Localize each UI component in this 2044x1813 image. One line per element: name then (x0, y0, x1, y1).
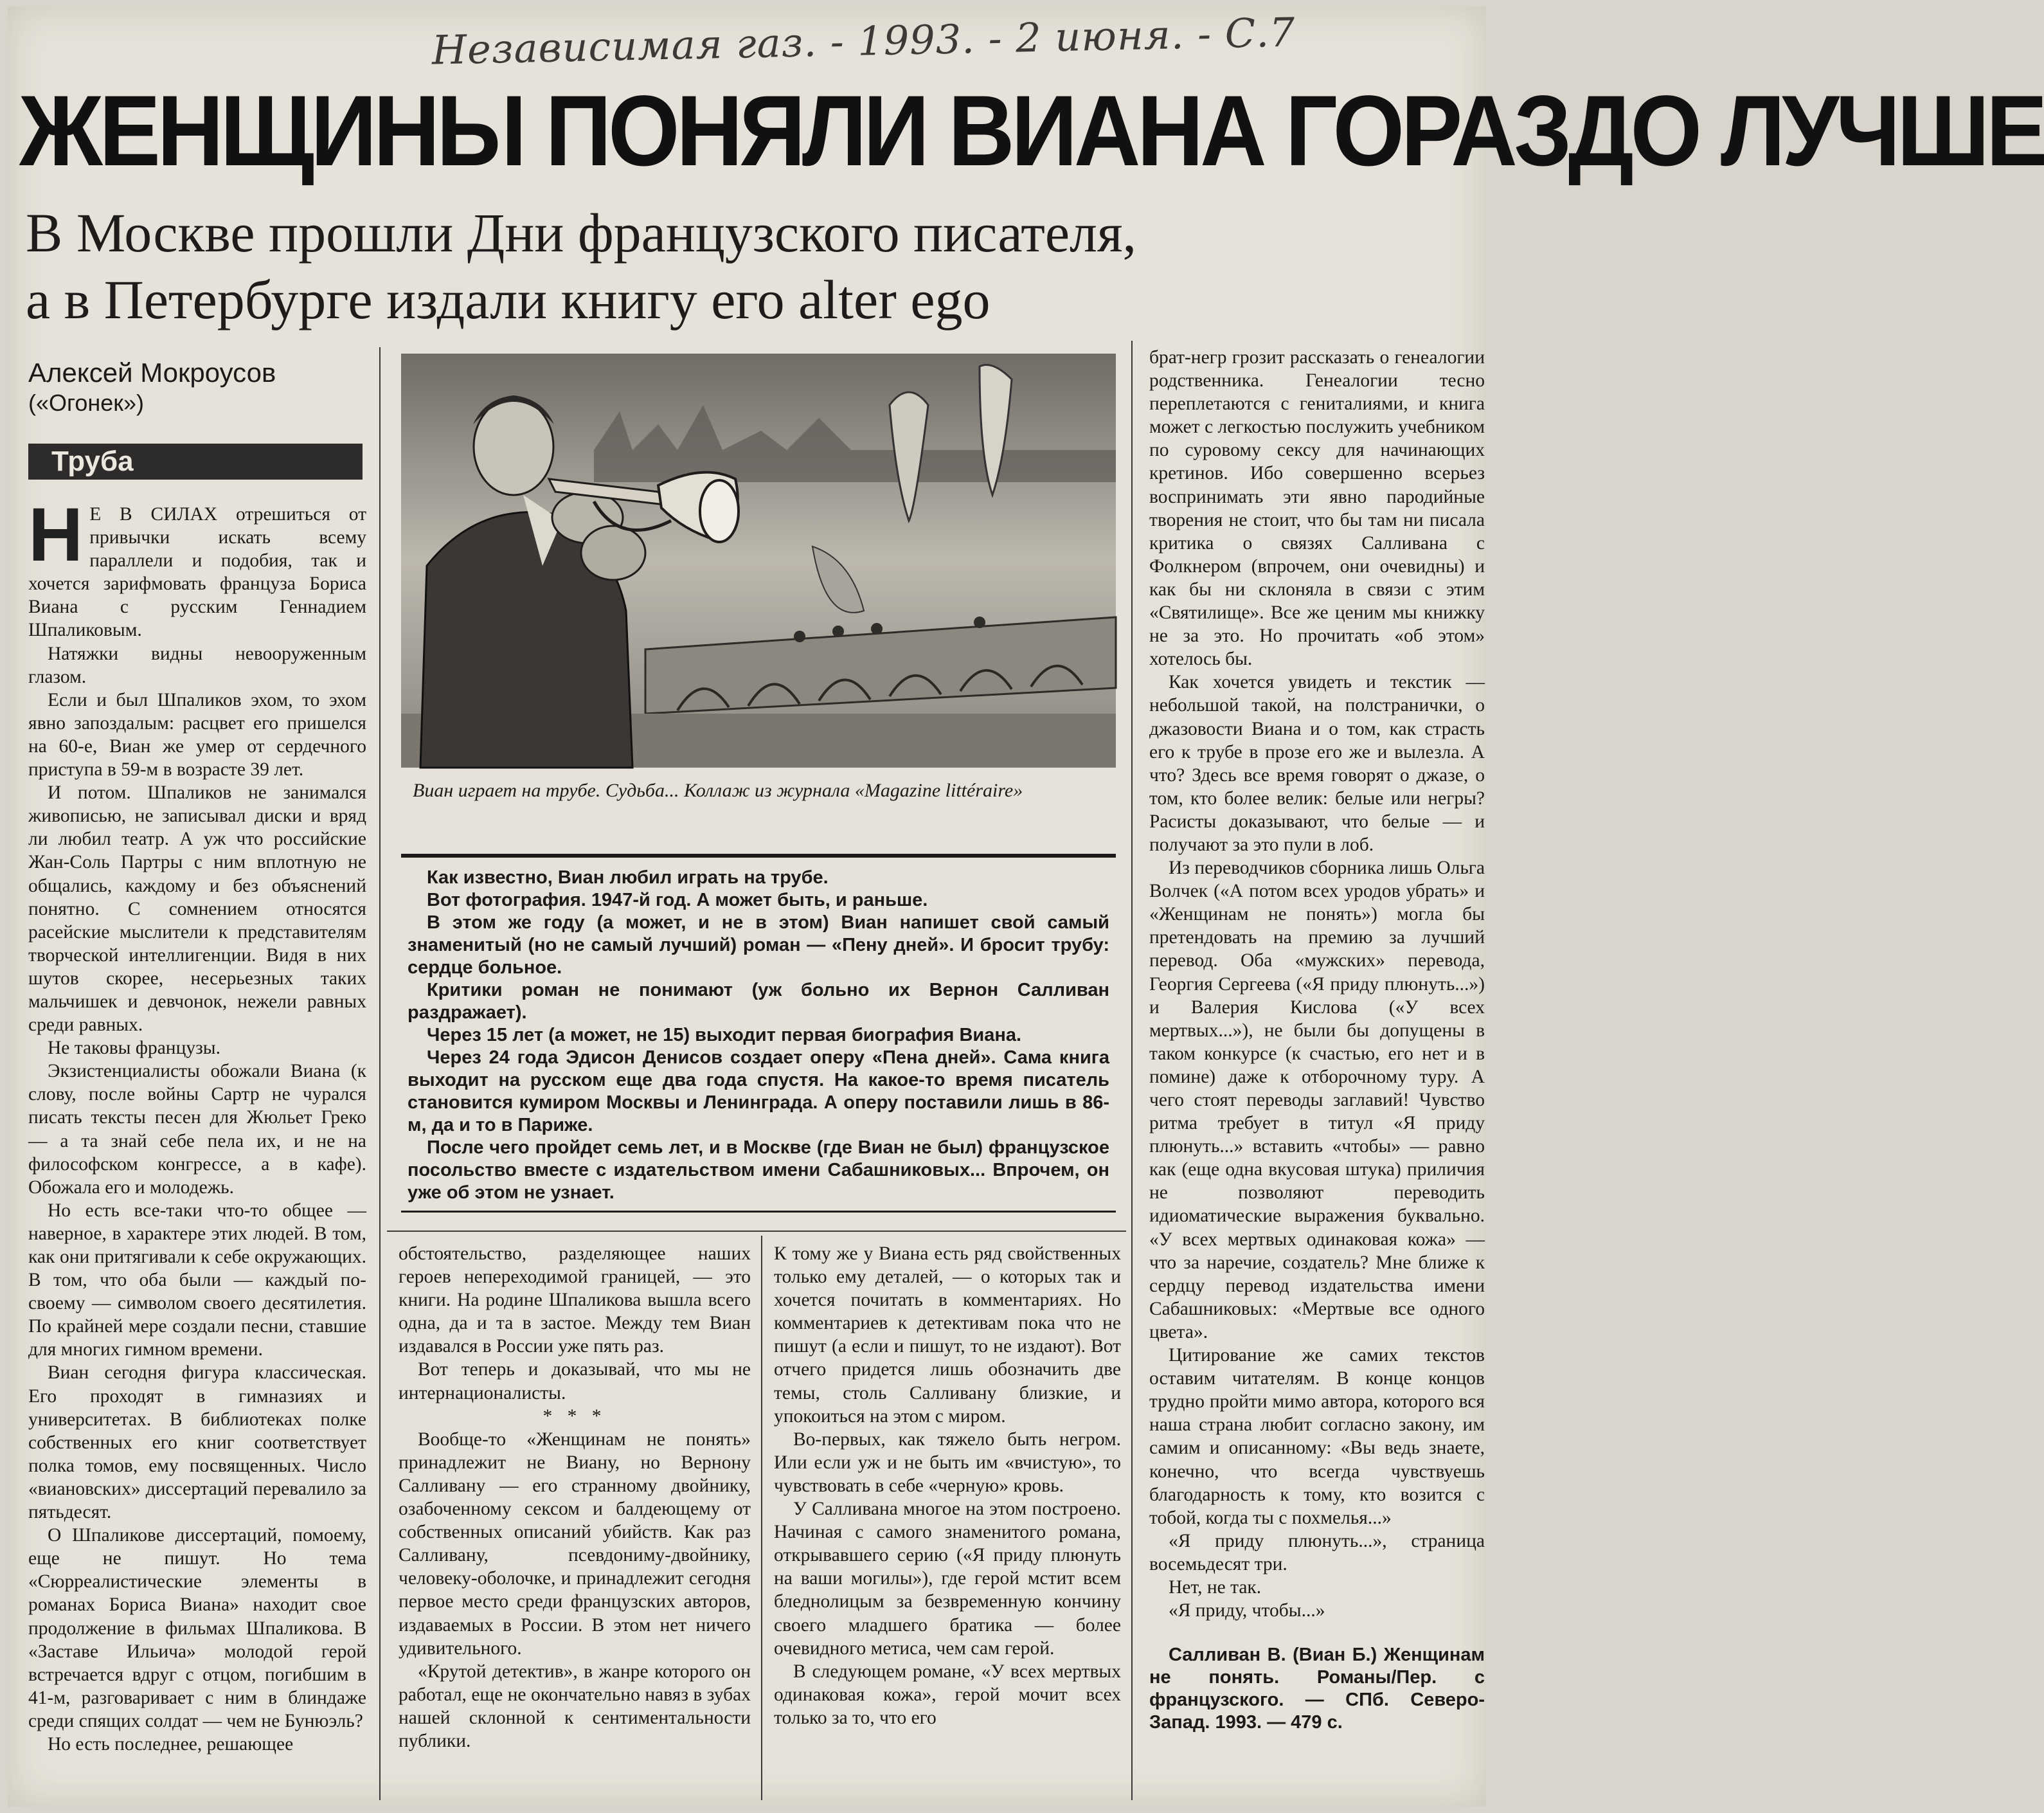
paragraph: Не таковы французы. (48, 1038, 220, 1059)
paragraph: брат-негр грозит рассказать о генеалогии родственника. Генеалогии тесно переплетаются с гениталиями, и книга может с легкостью послужить учебником по суровому сексу для начинающих кретинов. Ибо совершенно всерьез воспринимать эти явно пародийные творения не стоит, что бы там ни писала критика о связях Салливана с Фолкнером (впрочем, они очевидны) и как бы ни склоняла в связи с этим «Святилище». Все же ценим мы книжку не за это. Но прочитать «об этом» хотелось бы. (1149, 347, 1485, 670)
section-separator: * * * (542, 1405, 607, 1427)
photo-caption: Виан играет на трубе. Судьба... Коллаж из журнала «Magazine littéraire» (413, 780, 1023, 801)
article-column-3 (399, 1242, 751, 1753)
box-paragraph: После чего пройдет семь лет, и в Москве (где Виан не был) французское посольство вместе с издательством имени Сабашниковых... Впрочем, он уже об этом не узнает. (408, 1137, 1109, 1203)
box-paragraph: Через 24 года Эдисон Денисов создает оперу «Пена дней». Сама книга выходит на русском еще два года спустя. На какое-то время писатель становится кумиром Москвы и Ленинграда. А оперу поставили лишь в 86-м, да и то в Париже. (408, 1047, 1109, 1135)
paragraph: Виан сегодня фигура классическая. Его проходят в гимназиях и университетах. В библиотеках полке собственных его книг соответствует полка томов, ему посвященных. Число «виановских» диссертаций перевалило за пятьдесят. (28, 1362, 366, 1523)
paragraph: «Крутой детектив», в жанре которого он работал, еще не окончательно навяз в зубах нашей склонной к сентиментальности публики. (399, 1661, 751, 1751)
paragraph: В следующем романе, «У всех мертвых одинаковая кожа», герой мочит всех только за то, что его (774, 1661, 1121, 1728)
article-column-5 (1149, 346, 1485, 1734)
column-rule (761, 1236, 762, 1800)
paragraph: «Я приду плюнуть...», страница восемьдесят три. (1149, 1530, 1485, 1574)
paragraph: Е В СИЛАХ отрешиться от привычки искать всему параллели и подобия, так и хочется зарифмовать француза Бориса Виана с русским Геннадием Шпаликовым. (28, 504, 366, 641)
article-column-1 (28, 492, 366, 1756)
author-name: Алексей Мокроусов (28, 357, 276, 388)
column-rule (379, 347, 381, 1800)
paragraph: Как хочется увидеть и текстик — небольшой такой, на полстранички, о джазовости Виана и о том, как страсть его к трубе в прозе его же и вылезла. А что? Здесь все время говорят о джазе, о том, кто более велик: белые или негры? Расисты доказывают, что белые — и получают за это пули в лоб. (1149, 672, 1485, 855)
article-column-4 (774, 1242, 1121, 1729)
column-rule (1131, 341, 1133, 1800)
paragraph: Экзистенциалисты обожали Виана (к слову, после войны Сартр не чурался писать тексты песен для Жюльет Греко — а та знай себе пела их, и не на философском конгрессе, а в кафе). Обожала его и молодежь. (28, 1061, 366, 1198)
trumpet-player-collage-image (401, 354, 1116, 768)
paragraph: У Салливана многое на этом построено. Начиная с самого знаменитого романа, открывавшего серию («Я приду плюнуть на ваши могилы»), где герой мстит всем бледнолицым за безвременную кончину своего младшего братика — более очевидного метиса, чем сам герой. (774, 1499, 1121, 1659)
handwritten-source-note: Независимая газ. - 1993. - 2 июня. - С.7 (431, 8, 1296, 74)
subheadline (26, 199, 1279, 333)
paragraph: Если и был Шпаликов эхом, то эхом явно запоздалым: расцвет его пришелся на 60-е, Виан же умер от сердечного приступа в 59-м в возрасте 39 лет. (28, 689, 366, 780)
subhead-line-1: В Москве прошли Дни французского писателя, (26, 202, 1137, 264)
author-publication: («Огонек») (28, 390, 145, 416)
section-title: Труба (28, 444, 363, 480)
paragraph: И потом. Шпаликов не занимался живописью, не записывал диски и вряд ли любил театр. А уж что российские Жан-Соль Партры с ним вплотную не общались, каждому и без объяснений понятно. С сомнением относятся расейские мыслители к представителям творческой интеллигенции. Видя в них шутов скорее, несерьезных таких мальчишек и девчонок, нежели равных среди равных. (28, 782, 366, 1036)
box-paragraph: Вот фотография. 1947-й год. А может быть, и раньше. (427, 890, 928, 910)
paragraph: О Шпаликове диссертаций, помоему, еще не пишут. Но тема «Сюрреалистические элементы в романах Бориса Виана» находит свое продолжение в фильмах Шпаликова. В «Заставе Ильича» молодой герой встречается вдруг с отцом, погибшим в 41-м, разговаривает с ним в блиндаже среди спящих солдат — чем не Бунюэль? (28, 1525, 366, 1731)
paragraph: Во-первых, как тяжело быть негром. Или если уж и не быть им «вчистую», то чувствовать в себе «черную» кровь. (774, 1429, 1121, 1496)
drop-cap: Н (28, 492, 84, 577)
sidebar-box (401, 854, 1116, 1213)
horizontal-rule (387, 1231, 1126, 1232)
byline (28, 357, 363, 417)
paragraph: Нет, не так. (1169, 1576, 1262, 1598)
box-paragraph: Через 15 лет (а может, не 15) выходит первая биография Виана. (427, 1025, 1022, 1045)
paragraph: Из переводчиков сборника лишь Ольга Волчек («А потом всех уродов убрать» и «Женщинам не понять») могла бы претендовать на премию за лучший перевод. Оба «мужских» перевода, Георгия Сергеева («Я приду плюнуть...») и Валерия Кислова («У всех мертвых...»), не были бы допущены в таком конкурсе (к счастью, его нет и в помине) даже к отборочному туру. А чего стоят переводы заглавий! Чувство ритма требует в титул «Я приду плюнуть...» вставить «чтобы» — равно как (еще одна вкусовая штука) приличия не позволяют переводить идиоматические выражения буквально. «У всех мертвых одинаковая кожа» — что за наречие, создатель? Мне ближе к сердцу перевод издательства имени Сабашниковых: «Мертвые все одного цвета». (1149, 858, 1485, 1342)
paragraph: Вообще-то «Женщинам не понять» принадлежит не Виану, но Вернону Салливану — его странному двойнику, озабоченному сексом и балдеющему от собственных описаний убийств. Как раз Салливану, псевдониму-двойнику, человеку-оболочке, и принадлежит сегодня первое место среди французских авторов, издаваемых в России. В этом нет ничего удивительного. (399, 1429, 751, 1659)
paragraph: Вот теперь и доказывай, что мы не интернационалисты. (399, 1359, 751, 1403)
paragraph: К тому же у Виана есть ряд свойственных только ему деталей, — о которых так и хочется почитать в комментариях. Но комментариев к детективам пока что не пишут (а если и пишут, то не издают). Вот отчего придется лишь обозначить две темы, столь Салливану близкие, и упокоиться на этом с миром. (774, 1243, 1121, 1427)
paragraph: «Я приду, чтобы...» (1169, 1600, 1325, 1621)
subhead-line-2: а в Петербурге издали книгу его alter ego (26, 269, 991, 330)
paragraph: Цитирование же самих текстов оставим читателям. В конце концов трудно пройти мимо автора, которого вся наша страна любит согласно закону, им самим и описанному: «Вы ведь знаете, конечно, что всегда чувствуешь благодарность к тому, кто возится с тобой, когда ты с похмелья...» (1149, 1345, 1485, 1528)
box-paragraph: Как известно, Виан любил играть на трубе. (427, 867, 829, 888)
headline: ЖЕНЩИНЫ ПОНЯЛИ ВИАНА ГОРАЗДО ЛУЧШЕ (19, 75, 2044, 187)
paragraph: Но есть последнее, решающее (48, 1733, 294, 1754)
bibliography: Салливан В. (Виан Б.) Женщинам не понять. Романы/Пер. с французского. — СПб. Северо-Запад. 1993. — 479 с. (1149, 1645, 1485, 1733)
box-paragraph: Критики роман не понимают (уж больно их Вернон Салливан раздражает). (408, 980, 1109, 1023)
paragraph: Но есть все-таки что-то общее — наверное, в характере этих людей. В том, как они притягивали к себе окружающих. В том, что оба были — каждый по-своему — символом своего десятилетия. По крайней мере создали песни, ставшие для многих гимном времени. (28, 1200, 366, 1360)
newspaper-clipping (8, 6, 2044, 1807)
collage-photo (401, 354, 1116, 768)
box-paragraph: В этом же году (а может, и не в этом) Виан напишет свой самый знаменитый (но не самый лучший) роман — «Пену дней». И бросит трубу: сердце больное. (408, 912, 1109, 978)
paragraph: обстоятельство, разделяющее наших героев непереходимой границей, — это книги. На родине Шпаликова вышла всего одна, да и та в застое. Между тем Виан издавался в России уже пять раз. (399, 1243, 751, 1357)
paragraph: Натяжки видны невооруженным глазом. (28, 643, 366, 687)
